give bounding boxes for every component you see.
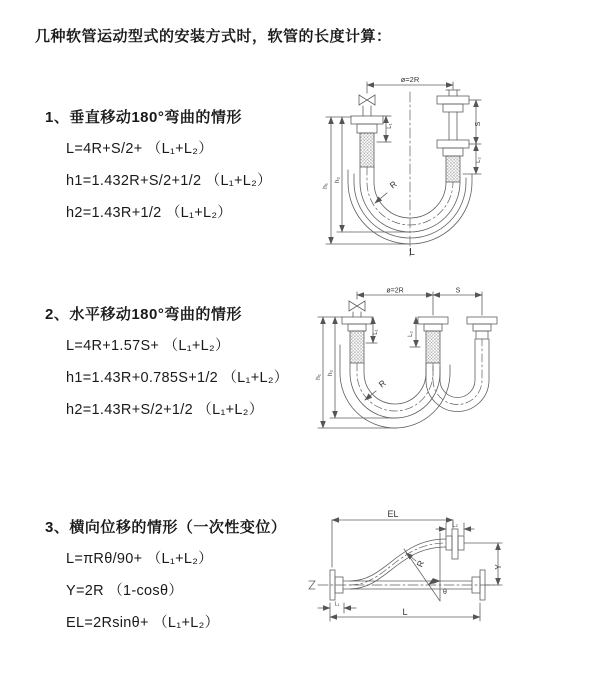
diagram-vertical-180-bend	[310, 70, 600, 260]
dim-label-r: R	[387, 178, 399, 191]
middle-flange-assembly	[418, 317, 448, 363]
formula-h1: h1=1.432R+S/2+1/2 （L₁+L₂）	[66, 173, 272, 189]
dim-label-el: EL	[387, 509, 399, 519]
section-1-heading: 1、垂直移动180°弯曲的情形	[45, 109, 242, 126]
formula-L: L=4R+1.57S+ （L₁+L₂）	[66, 338, 230, 354]
dim-label-l2: L₂	[476, 157, 482, 163]
section-3-heading: 3、横向位移的情形（一次性变位）	[45, 519, 287, 536]
dim-label-y: Y	[494, 564, 503, 570]
section-2-heading: 2、水平移动180°弯曲的情形	[45, 306, 242, 323]
section-vertical-movement	[45, 106, 272, 233]
formula-Y: Y=2R （1-cosθ）	[66, 583, 184, 599]
centerline-break-mark	[309, 581, 315, 589]
dim-label-h1: h₁	[322, 183, 329, 189]
dim-label-diameter: ø=2R	[386, 287, 404, 295]
valve-icon	[349, 301, 365, 317]
right-flange-assembly	[437, 90, 469, 182]
dim-label-r: R	[376, 377, 388, 390]
dim-label-h1: h₁	[315, 374, 322, 380]
dim-label-l2: L₂	[452, 522, 458, 529]
dim-label-h2: h₂	[334, 176, 341, 184]
valve-icon	[359, 95, 375, 116]
formula-h1: h1=1.43R+0.785S+1/2 （L₁+L₂）	[66, 370, 289, 386]
dim-label-s: S	[455, 287, 461, 295]
page-title: 几种软管运动型式的安装方式时，软管的长度计算：	[35, 28, 392, 45]
s-curve-hose	[350, 539, 446, 589]
formula-h2: h2=1.43R+S/2+1/2 （L₁+L₂）	[66, 402, 264, 418]
left-flange-assembly	[342, 317, 372, 363]
dim-label-l2: L₂	[408, 331, 414, 337]
dim-label-diameter: ø=2R	[400, 75, 420, 84]
formula-L: L=4R+S/2+ （L₁+L₂）	[66, 141, 214, 157]
right-flange-assembly	[467, 317, 497, 339]
formula-EL: EL=2Rsinθ+ （L₁+L₂）	[66, 615, 220, 631]
dim-label-s: S	[475, 121, 482, 127]
dim-label-theta: θ	[443, 589, 447, 596]
dim-label-l: L	[409, 247, 415, 258]
radius-leader	[375, 193, 387, 203]
upper-right-flange	[446, 529, 464, 559]
dim-label-l: L	[402, 607, 408, 617]
y-dimension	[464, 543, 502, 585]
dim-label-l1: L₁	[373, 329, 379, 335]
dim-label-r: R	[414, 558, 427, 569]
formula-h2: h2=1.43R+1/2 （L₁+L₂）	[66, 205, 233, 221]
dim-label-h2: h₂	[327, 369, 334, 377]
dim-label-l1: L₁	[387, 123, 393, 129]
top-dimension	[357, 292, 482, 315]
diagram-lateral-displacement	[298, 505, 600, 645]
dim-label-l1: L₁	[334, 601, 340, 608]
diagram-horizontal-180-bend	[310, 285, 600, 450]
formula-L: L=πRθ/90+ （L₁+L₂）	[66, 551, 213, 567]
section-lateral-displacement	[45, 516, 286, 643]
section-horizontal-movement	[45, 303, 289, 430]
left-flange-assembly	[351, 116, 383, 167]
